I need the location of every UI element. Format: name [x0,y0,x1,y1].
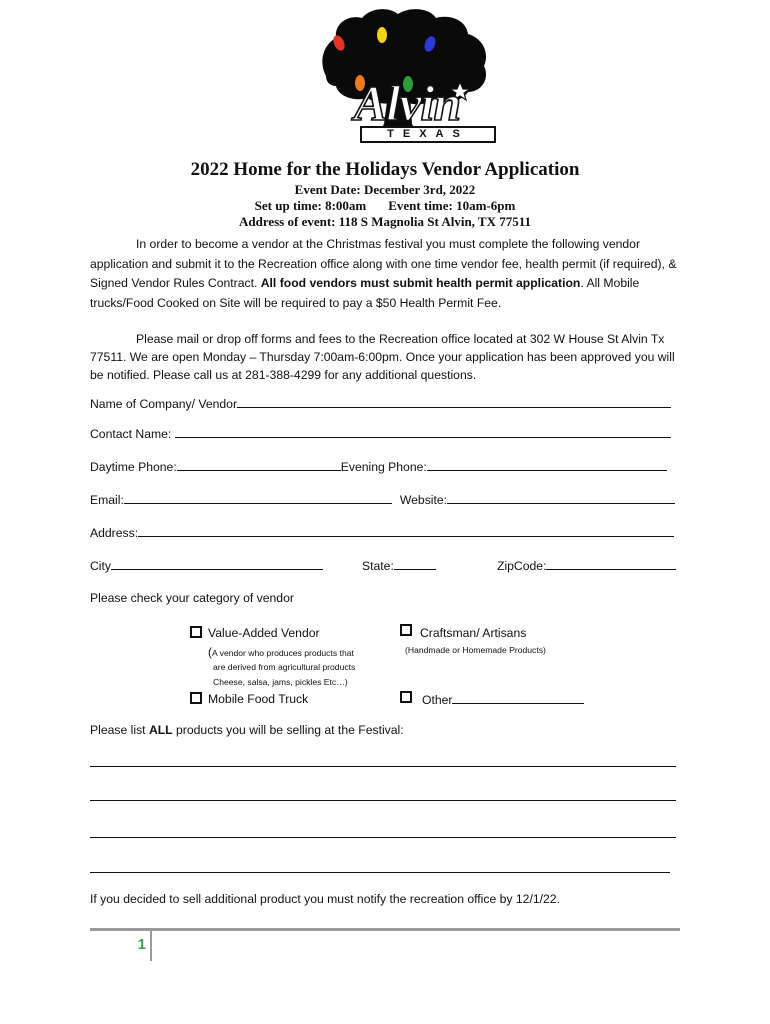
products-line-4[interactable] [90,872,670,873]
contact-row [90,426,671,441]
event-time: Event time: 10am-6pm [388,198,516,213]
city-row [90,558,323,573]
company-field[interactable] [237,396,671,408]
evening-phone-field[interactable] [427,459,667,471]
other-label: Other [422,693,453,707]
address-row [90,525,674,540]
state-label: State: [362,559,394,573]
event-address: Address of event: 118 S Magnolia St Alvin, TX 77511 [238,214,532,229]
contact-label: Contact Name: [90,427,175,441]
value-added-note [208,644,354,661]
website-label: Website: [399,493,448,507]
email-field[interactable] [124,492,392,504]
food-truck-label: Mobile Food Truck [208,692,309,706]
contact-field[interactable] [175,426,671,438]
website-field[interactable] [447,492,675,504]
other-checkbox[interactable] [400,691,412,703]
event-date: Event Date: December 3rd, 2022 [294,182,476,197]
other-row [422,692,584,707]
value-added-note-line-2: are derived from agricultural products [213,662,356,672]
craftsman-checkbox[interactable] [400,624,412,636]
other-field[interactable] [452,692,584,704]
products-prompt-lead: Please list [90,723,149,737]
logo-city-text: Alvin [354,75,461,131]
email-row [90,492,675,507]
footer-rule [90,928,680,931]
state-field[interactable] [394,558,436,570]
company-label: Name of Company/ Vendor [90,397,238,411]
setup-time: Set up time: 8:00am [254,198,367,213]
daytime-phone-field[interactable] [177,459,341,471]
page-number: 1 [137,936,146,953]
zip-label: ZipCode: [497,559,547,573]
page-title: 2022 Home for the Holidays Vendor Application [190,159,580,180]
alvin-logo [318,6,502,148]
footer-divider [150,931,152,961]
footer-note: If you decided to sell additional product you must notify the recreation office by 12/1/22. [90,892,560,906]
address-field[interactable] [138,525,674,537]
phone-row [90,459,667,474]
craftsman-note: (Handmade or Homemade Products) [405,645,546,655]
email-label: Email: [90,493,124,507]
zip-field[interactable] [546,558,676,570]
products-prompt-tail: products you will be selling at the Festival: [172,723,404,737]
products-prompt [90,723,404,737]
city-field[interactable] [111,558,323,570]
value-added-note-paren: ( [208,645,212,659]
value-added-note-line-1: A vendor who produces products that [212,648,354,658]
event-times [0,198,770,214]
mail-paragraph: Please mail or drop off forms and fees to the Recreation office located at 302 W House St Alvin Tx 77511. We are open Monday – Thursday 7:00am-6:00pm. Once your application has been approved you will be notified. Please call us at 281-388-4299 for any additional questions. [90,332,675,382]
intro-tail-text: . All Mobile trucks/Food Cooked on Site will be required to pay a $50 Health Permit Fee. [90,276,640,310]
products-line-1[interactable] [90,766,676,767]
intro-text: In order to become a vendor at the Christmas festival you must complete the following vendor application and submit it to the Recreation office along with one time vendor fee, health permit (if required), & Signed Vendor Rules Contract. [90,237,677,291]
value-added-note-line-3: Cheese, salsa, jams, pickles Etc…) [213,677,348,687]
value-added-checkbox[interactable] [190,626,202,638]
products-prompt-bold: ALL [148,723,173,737]
city-label: City [90,559,111,573]
value-added-label: Value-Added Vendor [208,626,320,640]
products-line-3[interactable] [90,837,676,838]
food-truck-checkbox[interactable] [190,692,202,704]
state-row [362,558,436,573]
craftsman-label: Craftsman/ Artisans [420,626,527,640]
intro-paragraph [90,235,680,313]
logo-state-text: TEXAS [387,128,469,140]
evening-phone-label: Evening Phone: [340,460,427,474]
address-label: Address: [90,526,139,540]
zip-row [497,558,676,573]
intro-bold-text: All food vendors must submit health permit application [260,276,581,291]
company-row [90,396,671,411]
category-prompt: Please check your category of vendor [90,591,294,605]
products-line-2[interactable] [90,800,676,801]
daytime-phone-label: Daytime Phone: [90,460,177,474]
